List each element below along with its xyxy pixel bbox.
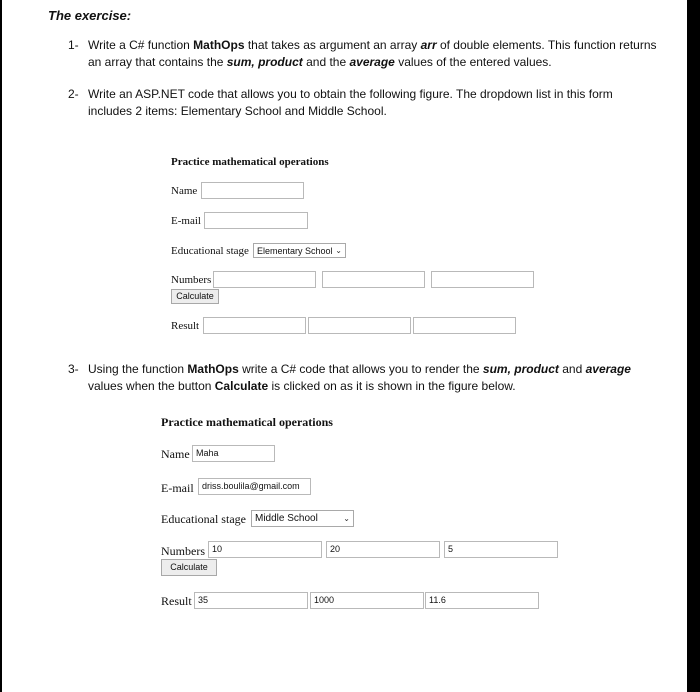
- form-2-result-output-3: 11.6: [425, 592, 539, 609]
- form-1-numbers-label: Numbers: [171, 274, 212, 286]
- form-1-number-input-3[interactable]: [431, 271, 534, 288]
- form-1-title: Practice mathematical operations: [171, 156, 329, 168]
- form-2-name-input[interactable]: Maha: [192, 445, 275, 462]
- form-1-stage-select[interactable]: [253, 243, 346, 258]
- form-2-email-input[interactable]: driss.boulila@gmail.com: [198, 478, 311, 495]
- form-2-stage-select[interactable]: [251, 510, 354, 527]
- form-2-numbers-label: Numbers: [161, 544, 205, 558]
- question-1-number: 1-: [68, 38, 79, 52]
- form-2-result-output-2: 1000: [310, 592, 424, 609]
- form-1-calculate-button[interactable]: Calculate: [171, 289, 219, 304]
- form-2-name-label: Name: [161, 447, 190, 461]
- form-2-result-output-1: 35: [194, 592, 308, 609]
- question-1: [68, 37, 658, 71]
- form-1-result-output-3: [413, 317, 516, 334]
- form-1-email-label: E-mail: [171, 215, 201, 227]
- question-1-text: Write a C# function MathOps that takes as argument an array arr of double elements. This function returns an array that contains the sum, product and the average values of the entered values.: [88, 38, 657, 69]
- form-1-stage-value: Elementary School: [257, 246, 333, 256]
- question-3-text: Using the function MathOps write a C# code that allows you to render the sum, product and average values when the button Calculate is clicked on as it is shown in the figure below.: [88, 362, 631, 393]
- form-1-result-output-2: [308, 317, 411, 334]
- form-2-number-input-1[interactable]: 10: [208, 541, 322, 558]
- question-2-text: Write an ASP.NET code that allows you to obtain the following figure. The dropdown list in this form includes 2 items: Elementary School and Middle School.: [88, 87, 613, 118]
- exercise-heading: The exercise:: [48, 8, 132, 23]
- form-2-email-label: E-mail: [161, 481, 194, 495]
- form-2-number-input-2[interactable]: 20: [326, 541, 440, 558]
- form-1-name-input[interactable]: [201, 182, 304, 199]
- form-1-result-label: Result: [171, 320, 200, 332]
- form-2-result-label: Result: [161, 594, 192, 608]
- form-1-number-input-1[interactable]: [213, 271, 316, 288]
- form-2-stage-value: Middle School: [255, 513, 318, 524]
- form-1-email-input[interactable]: [204, 212, 308, 229]
- form-1-number-input-2[interactable]: [322, 271, 425, 288]
- form-2-title: Practice mathematical operations: [161, 415, 333, 429]
- chevron-down-icon: ⌄: [335, 246, 342, 255]
- question-2: [68, 86, 658, 120]
- left-border: [0, 0, 2, 692]
- form-1-result-output-1: [203, 317, 306, 334]
- question-3: [68, 361, 658, 395]
- right-border: [687, 0, 700, 692]
- form-2-number-input-3[interactable]: 5: [444, 541, 558, 558]
- question-2-number: 2-: [68, 87, 79, 101]
- form-2-stage-label: Educational stage: [161, 512, 246, 526]
- question-3-number: 3-: [68, 362, 79, 376]
- form-2-calculate-button[interactable]: Calculate: [161, 559, 217, 576]
- form-1-name-label: Name: [171, 185, 198, 197]
- form-1-stage-label: Educational stage: [171, 245, 249, 257]
- chevron-down-icon: ⌄: [343, 514, 350, 523]
